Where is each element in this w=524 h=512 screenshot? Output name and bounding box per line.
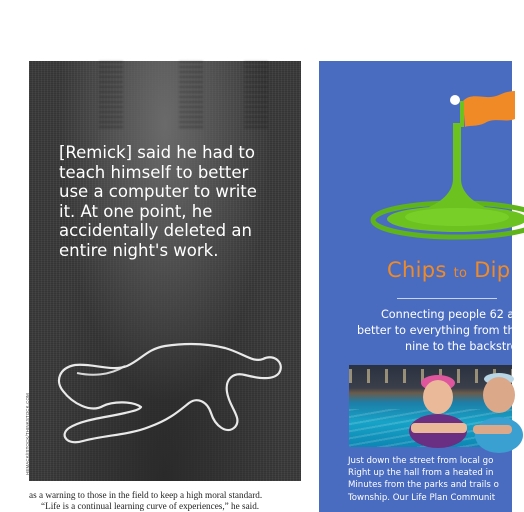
body-line: “Life is a continual learning curve of experiences,” he said. [41, 501, 260, 511]
article-body [29, 490, 301, 512]
ad-body-line: Right up the hall from a heated in [348, 468, 494, 479]
tagline-line: Connecting people 62 a [381, 308, 515, 321]
brand-name: Chips to Dip [387, 258, 511, 282]
ad-body-text [348, 455, 518, 504]
tagline-line: nine to the backstrok [405, 340, 524, 353]
ad-body-line: Township. Our Life Plan Communit [348, 492, 496, 503]
chalk-body-outline [29, 61, 301, 481]
golf-flag-logo-icon [319, 61, 512, 261]
photo-credit: HEMACK/ISTOCK/THINKSTOCK.COM [25, 393, 30, 475]
article-photo [29, 61, 301, 481]
advertisement-panel[interactable] [319, 61, 524, 512]
body-line: as a warning to those in the field to keep a high moral standard. [29, 490, 263, 500]
pool-photo [349, 365, 512, 447]
tagline-line: better to everything from th [357, 324, 515, 337]
ad-body-line: Minutes from the parks and trails o [348, 480, 499, 491]
divider [397, 298, 497, 299]
pull-quote: [Remick] said he had to teach himself to better use a computer to write it. At one point, he accidentally deleted an entire night's work. [59, 143, 257, 260]
ad-body-line: Just down the street from local go [348, 456, 494, 466]
